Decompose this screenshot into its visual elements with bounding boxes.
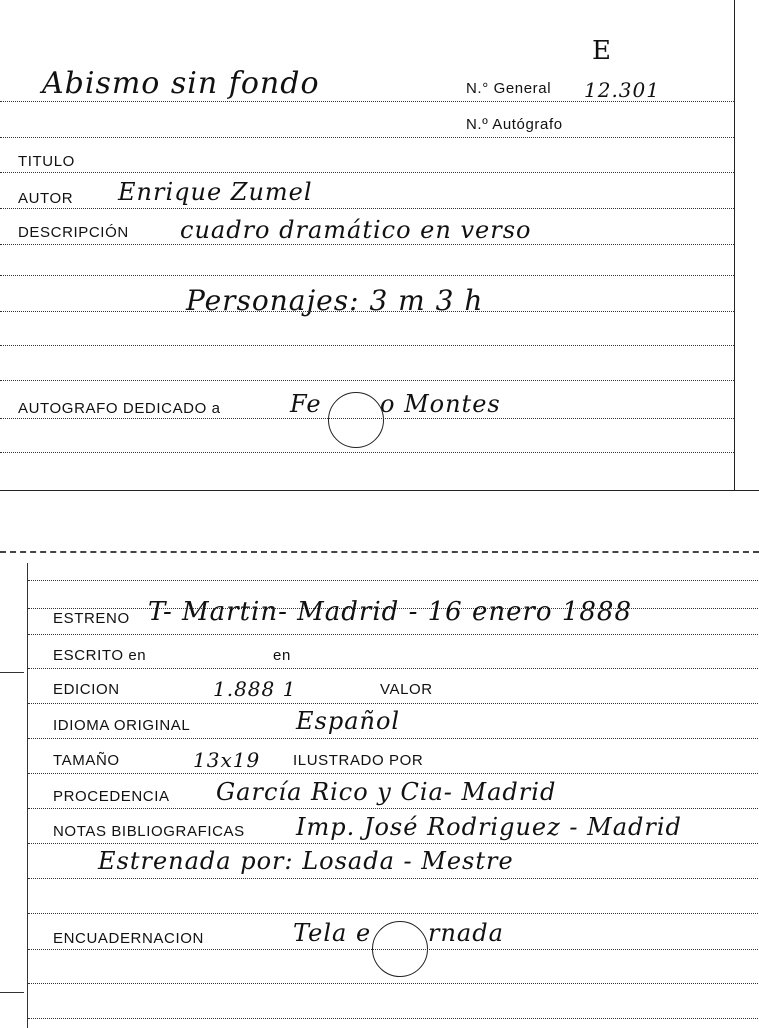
notas-value-2: Estrenada por: Losada - Mestre xyxy=(98,847,514,875)
tamano-value: 13x19 xyxy=(193,748,261,772)
titulo-label: TITULO xyxy=(18,153,75,170)
dedicado-value-left: Fe xyxy=(290,390,322,418)
estreno-label: ESTRENO xyxy=(53,610,130,627)
procedencia-value: García Rico y Cia- Madrid xyxy=(216,778,557,806)
tamano-label: TAMAÑO xyxy=(53,752,120,769)
procedencia-label: PROCEDENCIA xyxy=(53,788,170,805)
dedicado-value-right: o Montes xyxy=(380,390,501,418)
encuadernacion-value-right: rnada xyxy=(428,919,504,947)
autor-value: Enrique Zumel xyxy=(118,178,313,206)
encuadernacion-label: ENCUADERNACION xyxy=(53,930,204,947)
idioma-label: IDIOMA ORIGINAL xyxy=(53,717,191,734)
notas-label: NOTAS BIBLIOGRAFICAS xyxy=(53,823,245,840)
estreno-value: T- Martin- Madrid - 16 enero 1888 xyxy=(148,597,633,627)
ilustrado-label: ILUSTRADO POR xyxy=(293,752,424,769)
descripcion-label: DESCRIPCIÓN xyxy=(18,224,129,241)
edicion-label: EDICION xyxy=(53,681,120,698)
edicion-value: 1.888 1 xyxy=(213,677,297,701)
punch-hole-stamp xyxy=(328,392,384,448)
general-number-label: N.° General xyxy=(466,80,552,97)
escrito-label: ESCRITO en xyxy=(53,647,147,664)
descripcion-value: cuadro dramático en verso xyxy=(180,216,532,244)
card-top-edge xyxy=(0,490,759,491)
scan-noise xyxy=(0,551,759,553)
work-title: Abismo sin fondo xyxy=(42,66,320,101)
idioma-value: Español xyxy=(296,707,401,735)
encuadernacion-value-left: Tela e xyxy=(293,919,372,947)
autograph-number-label: N.º Autógrafo xyxy=(466,116,563,133)
general-number-value: 12.301 xyxy=(584,78,660,102)
valor-label: VALOR xyxy=(380,681,433,698)
notas-value: Imp. José Rodriguez - Madrid xyxy=(296,813,682,841)
catalog-card-bottom xyxy=(27,563,759,1028)
dedicado-label: AUTOGRAFO DEDICADO a xyxy=(18,400,221,417)
catalog-card-top xyxy=(0,0,735,490)
escrito-en-label: en xyxy=(273,647,291,664)
autor-label: AUTOR xyxy=(18,190,74,207)
personajes-value: Personajes: 3 m 3 h xyxy=(186,284,484,317)
corner-letter: E xyxy=(592,36,612,66)
